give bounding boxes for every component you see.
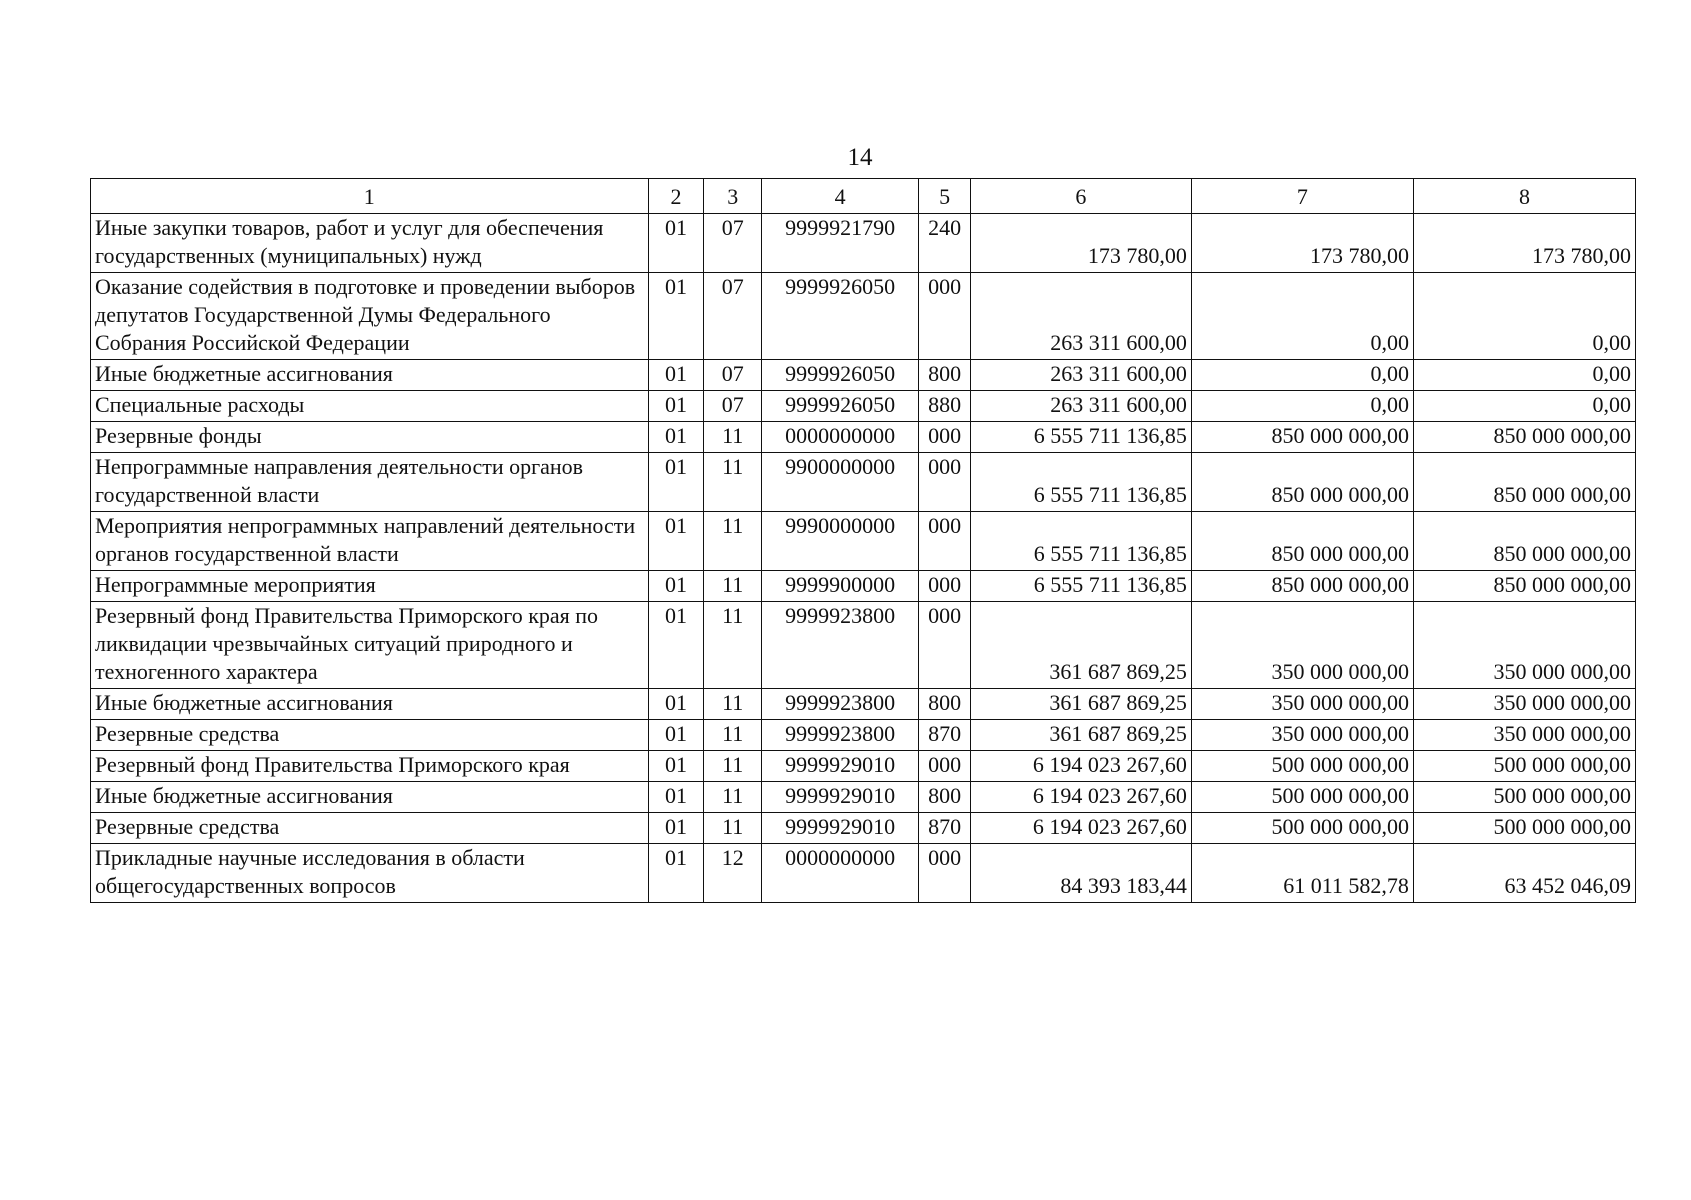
page-number: 14 xyxy=(847,144,873,171)
section-code: 01 xyxy=(648,422,704,453)
expense-type-code: 870 xyxy=(919,813,971,844)
subsection-code: 11 xyxy=(704,782,762,813)
amount-col8: 500 000 000,00 xyxy=(1413,751,1635,782)
row-name: Иные бюджетные ассигнования xyxy=(91,360,649,391)
subsection-code: 11 xyxy=(704,689,762,720)
amount-col6: 361 687 869,25 xyxy=(970,720,1191,751)
row-name: Резервный фонд Правительства Приморского края xyxy=(91,751,649,782)
amount-col7: 350 000 000,00 xyxy=(1191,602,1413,689)
header-cell: 4 xyxy=(762,179,919,214)
subsection-code: 07 xyxy=(704,273,762,360)
row-name: Прикладные научные исследования в области общегосударственных вопросов xyxy=(91,844,649,903)
amount-col7: 500 000 000,00 xyxy=(1191,813,1413,844)
amount-col8: 350 000 000,00 xyxy=(1413,720,1635,751)
table-row xyxy=(91,214,1636,273)
amount-col7: 850 000 000,00 xyxy=(1191,571,1413,602)
header-cell: 8 xyxy=(1413,179,1635,214)
table-row xyxy=(91,571,1636,602)
expense-type-code: 000 xyxy=(919,273,971,360)
amount-col6: 6 555 711 136,85 xyxy=(970,453,1191,512)
section-code: 01 xyxy=(648,360,704,391)
header-row xyxy=(91,179,1636,214)
amount-col6: 173 780,00 xyxy=(970,214,1191,273)
section-code: 01 xyxy=(648,214,704,273)
table-row xyxy=(91,453,1636,512)
budget-table xyxy=(90,178,1636,903)
subsection-code: 12 xyxy=(704,844,762,903)
expense-type-code: 240 xyxy=(919,214,971,273)
amount-col7: 850 000 000,00 xyxy=(1191,453,1413,512)
amount-col7: 350 000 000,00 xyxy=(1191,720,1413,751)
subsection-code: 11 xyxy=(704,751,762,782)
table-row xyxy=(91,602,1636,689)
expense-type-code: 800 xyxy=(919,360,971,391)
amount-col8: 0,00 xyxy=(1413,391,1635,422)
target-article-code: 9999926050 xyxy=(762,360,919,391)
row-name: Непрограммные направления деятельности органов государственной власти xyxy=(91,453,649,512)
table-row xyxy=(91,391,1636,422)
header-cell: 6 xyxy=(970,179,1191,214)
amount-col6: 263 311 600,00 xyxy=(970,273,1191,360)
amount-col6: 361 687 869,25 xyxy=(970,689,1191,720)
expense-type-code: 870 xyxy=(919,720,971,751)
subsection-code: 07 xyxy=(704,360,762,391)
section-code: 01 xyxy=(648,751,704,782)
amount-col8: 850 000 000,00 xyxy=(1413,453,1635,512)
amount-col7: 0,00 xyxy=(1191,360,1413,391)
row-name: Мероприятия непрограммных направлений деятельности органов государственной власти xyxy=(91,512,649,571)
amount-col8: 350 000 000,00 xyxy=(1413,689,1635,720)
row-name: Непрограммные мероприятия xyxy=(91,571,649,602)
header-cell: 1 xyxy=(91,179,649,214)
amount-col6: 6 194 023 267,60 xyxy=(970,782,1191,813)
header-cell: 5 xyxy=(919,179,971,214)
section-code: 01 xyxy=(648,602,704,689)
header-cell: 3 xyxy=(704,179,762,214)
section-code: 01 xyxy=(648,844,704,903)
row-name: Иные бюджетные ассигнования xyxy=(91,689,649,720)
section-code: 01 xyxy=(648,571,704,602)
amount-col6: 361 687 869,25 xyxy=(970,602,1191,689)
amount-col8: 850 000 000,00 xyxy=(1413,512,1635,571)
amount-col7: 850 000 000,00 xyxy=(1191,422,1413,453)
section-code: 01 xyxy=(648,689,704,720)
section-code: 01 xyxy=(648,512,704,571)
row-name: Иные бюджетные ассигнования xyxy=(91,782,649,813)
target-article-code: 9999923800 xyxy=(762,602,919,689)
table-row xyxy=(91,273,1636,360)
target-article-code: 9900000000 xyxy=(762,453,919,512)
subsection-code: 07 xyxy=(704,391,762,422)
expense-type-code: 000 xyxy=(919,512,971,571)
target-article-code: 9999926050 xyxy=(762,273,919,360)
target-article-code: 0000000000 xyxy=(762,844,919,903)
amount-col6: 263 311 600,00 xyxy=(970,360,1191,391)
expense-type-code: 800 xyxy=(919,782,971,813)
table-row xyxy=(91,751,1636,782)
table-row xyxy=(91,422,1636,453)
amount-col7: 500 000 000,00 xyxy=(1191,751,1413,782)
amount-col8: 0,00 xyxy=(1413,360,1635,391)
expense-type-code: 800 xyxy=(919,689,971,720)
table-row xyxy=(91,689,1636,720)
subsection-code: 07 xyxy=(704,214,762,273)
row-name: Резервные средства xyxy=(91,813,649,844)
table-row xyxy=(91,844,1636,903)
amount-col6: 6 555 711 136,85 xyxy=(970,512,1191,571)
amount-col8: 63 452 046,09 xyxy=(1413,844,1635,903)
subsection-code: 11 xyxy=(704,422,762,453)
expense-type-code: 000 xyxy=(919,453,971,512)
subsection-code: 11 xyxy=(704,512,762,571)
section-code: 01 xyxy=(648,453,704,512)
expense-type-code: 000 xyxy=(919,571,971,602)
amount-col7: 850 000 000,00 xyxy=(1191,512,1413,571)
row-name: Специальные расходы xyxy=(91,391,649,422)
header-cell: 2 xyxy=(648,179,704,214)
section-code: 01 xyxy=(648,813,704,844)
row-name: Иные закупки товаров, работ и услуг для обеспечения государственных (муниципальных) нужд xyxy=(91,214,649,273)
target-article-code: 9999921790 xyxy=(762,214,919,273)
target-article-code: 0000000000 xyxy=(762,422,919,453)
target-article-code: 9999929010 xyxy=(762,751,919,782)
amount-col6: 6 555 711 136,85 xyxy=(970,571,1191,602)
header-cell: 7 xyxy=(1191,179,1413,214)
row-name: Оказание содействия в подготовке и проведении выборов депутатов Государственной Думы Федерального Собрания Российской Федерации xyxy=(91,273,649,360)
amount-col8: 173 780,00 xyxy=(1413,214,1635,273)
amount-col8: 850 000 000,00 xyxy=(1413,571,1635,602)
amount-col8: 500 000 000,00 xyxy=(1413,813,1635,844)
target-article-code: 9990000000 xyxy=(762,512,919,571)
amount-col6: 6 194 023 267,60 xyxy=(970,813,1191,844)
expense-type-code: 000 xyxy=(919,751,971,782)
target-article-code: 9999923800 xyxy=(762,720,919,751)
amount-col7: 0,00 xyxy=(1191,273,1413,360)
subsection-code: 11 xyxy=(704,813,762,844)
amount-col8: 500 000 000,00 xyxy=(1413,782,1635,813)
amount-col7: 350 000 000,00 xyxy=(1191,689,1413,720)
amount-col7: 500 000 000,00 xyxy=(1191,782,1413,813)
target-article-code: 9999926050 xyxy=(762,391,919,422)
amount-col6: 6 555 711 136,85 xyxy=(970,422,1191,453)
target-article-code: 9999900000 xyxy=(762,571,919,602)
amount-col6: 6 194 023 267,60 xyxy=(970,751,1191,782)
expense-type-code: 000 xyxy=(919,422,971,453)
section-code: 01 xyxy=(648,273,704,360)
amount-col6: 84 393 183,44 xyxy=(970,844,1191,903)
table-row xyxy=(91,360,1636,391)
amount-col7: 173 780,00 xyxy=(1191,214,1413,273)
subsection-code: 11 xyxy=(704,602,762,689)
expense-type-code: 000 xyxy=(919,602,971,689)
section-code: 01 xyxy=(648,391,704,422)
row-name: Резервные средства xyxy=(91,720,649,751)
amount-col8: 850 000 000,00 xyxy=(1413,422,1635,453)
target-article-code: 9999923800 xyxy=(762,689,919,720)
expense-type-code: 000 xyxy=(919,844,971,903)
amount-col6: 263 311 600,00 xyxy=(970,391,1191,422)
amount-col8: 350 000 000,00 xyxy=(1413,602,1635,689)
section-code: 01 xyxy=(648,720,704,751)
table-row xyxy=(91,512,1636,571)
row-name: Резервные фонды xyxy=(91,422,649,453)
amount-col7: 61 011 582,78 xyxy=(1191,844,1413,903)
target-article-code: 9999929010 xyxy=(762,813,919,844)
expense-type-code: 880 xyxy=(919,391,971,422)
subsection-code: 11 xyxy=(704,720,762,751)
amount-col7: 0,00 xyxy=(1191,391,1413,422)
section-code: 01 xyxy=(648,782,704,813)
table-row xyxy=(91,782,1636,813)
table-row xyxy=(91,720,1636,751)
table-row xyxy=(91,813,1636,844)
target-article-code: 9999929010 xyxy=(762,782,919,813)
amount-col8: 0,00 xyxy=(1413,273,1635,360)
subsection-code: 11 xyxy=(704,571,762,602)
subsection-code: 11 xyxy=(704,453,762,512)
row-name: Резервный фонд Правительства Приморского края по ликвидации чрезвычайных ситуаций природного и техногенного характера xyxy=(91,602,649,689)
